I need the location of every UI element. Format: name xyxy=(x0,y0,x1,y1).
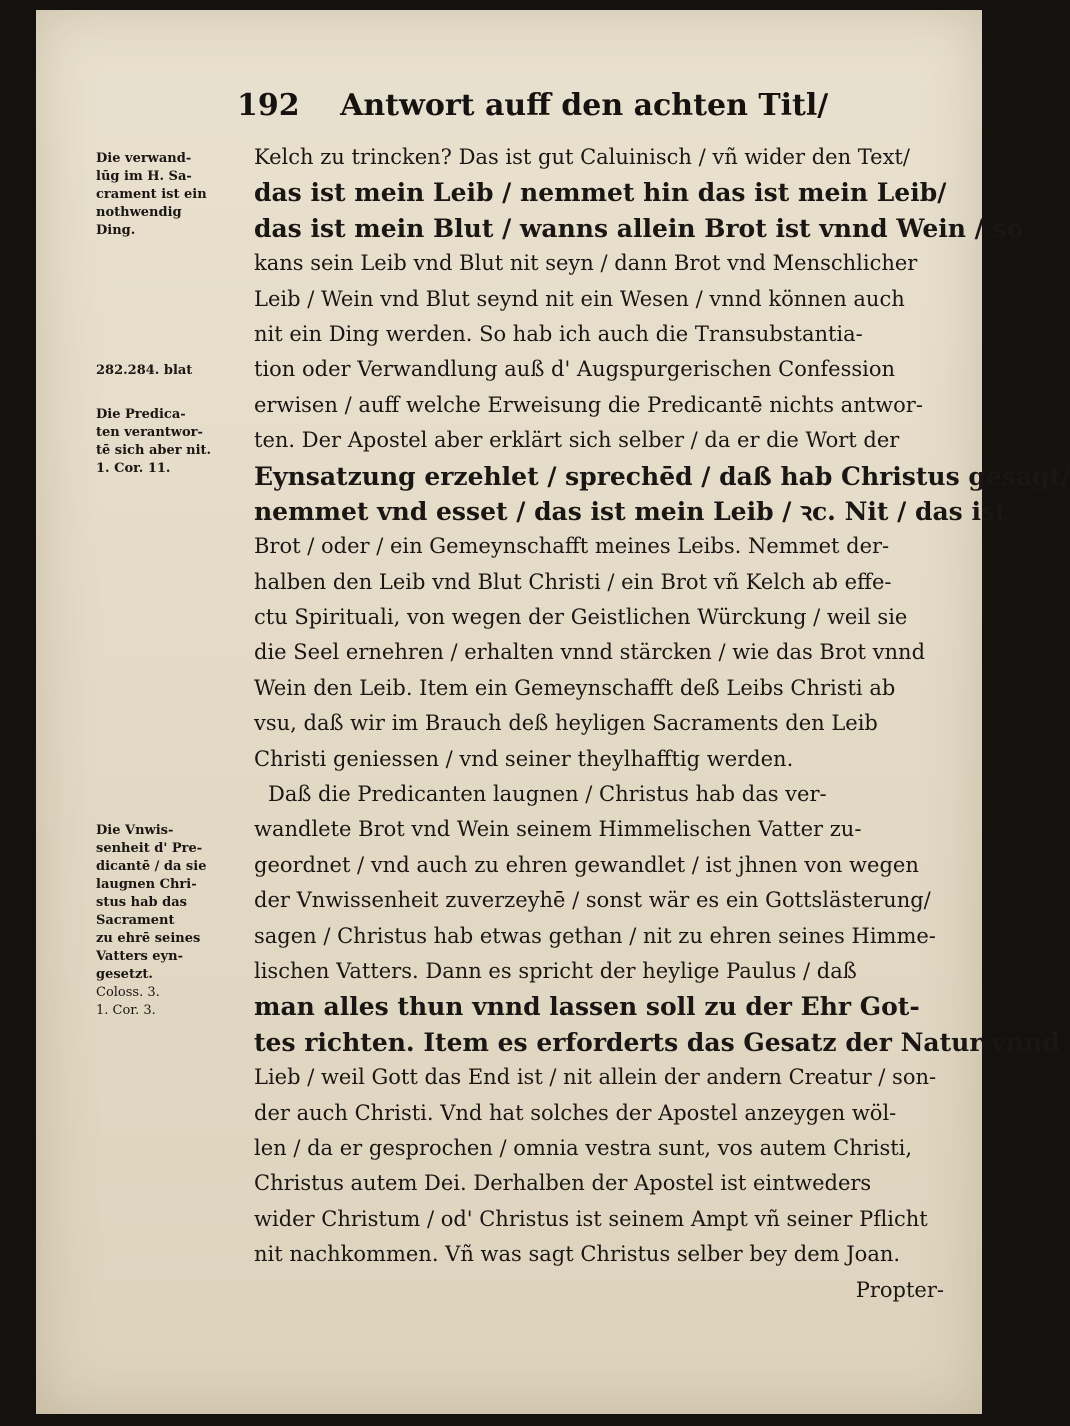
margin-note-line: Sacrament xyxy=(96,913,175,928)
text-line: tion oder Verwandlung auß d' Augspurgerischen Confession xyxy=(254,357,896,382)
margin-note-line: senheit d' Pre- xyxy=(96,841,203,856)
text-line: len / da er gesprochen / omnia vestra sunt, vos autem Christi, xyxy=(254,1135,913,1160)
margin-note-line: gesetzt. xyxy=(96,967,153,982)
margin-note-line: Die Vnwis- xyxy=(96,823,174,838)
text-line: das ist mein Blut / wanns allein Brot ist vnnd Wein / so xyxy=(254,213,1024,243)
margin-note-line: tē sich aber nit. xyxy=(96,443,212,458)
margin-note xyxy=(96,822,246,1020)
text-line: Propter- xyxy=(855,1277,944,1302)
text-line: wider Christum / od' Christus ist seinem Ampt vñ seiner Pflicht xyxy=(254,1206,928,1231)
text-line: vsu, daß wir im Brauch deß heyligen Sacraments den Leib xyxy=(254,711,878,736)
margin-note-line: lūg im H. Sa- xyxy=(96,169,192,184)
margin-note-line: crament ist ein xyxy=(96,187,207,202)
text-line: nit nachkommen. Vñ was sagt Christus selber bey dem Joan. xyxy=(254,1242,901,1267)
text-line: Wein den Leib. Item ein Gemeynschafft deß Leibs Christi ab xyxy=(254,675,896,700)
text-line: nemmet vnd esset / das ist mein Leib / ꝛc. Nit / das ist xyxy=(254,496,1007,526)
margin-note-line: 1. Cor. 3. xyxy=(96,1003,156,1018)
text-line: das ist mein Leib / nemmet hin das ist mein Leib/ xyxy=(254,178,947,208)
margin-note-line: dicantē / da sie xyxy=(96,859,207,874)
margin-note-line: Die verwand- xyxy=(96,151,192,166)
text-line: wandlete Brot vnd Wein seinem Himmelischen Vatter zu- xyxy=(254,817,862,842)
text-line: erwisen / auff welche Erweisung die Predicantē nichts antwor- xyxy=(254,392,923,417)
text-line: halben den Leib vnd Blut Christi / ein Brot vñ Kelch ab effe- xyxy=(254,569,892,594)
text-line: Christi geniessen / vnd seiner theylhafftig werden. xyxy=(254,746,794,771)
text-line: man alles thun vnnd lassen soll zu der Ehr Got- xyxy=(254,992,920,1022)
margin-note-line: Die Predica- xyxy=(96,407,186,422)
running-header xyxy=(237,88,847,123)
margin-note xyxy=(96,406,246,478)
text-line: Brot / oder / ein Gemeynschafft meines Leibs. Nemmet der- xyxy=(254,534,890,559)
margin-note-line: nothwendig xyxy=(96,205,182,220)
text-line: ten. Der Apostel aber erklärt sich selber / da er die Wort der xyxy=(254,428,900,453)
text-line: Eynsatzung erzehlet / sprechēd / daß hab Christus gesagt/ xyxy=(254,461,1070,491)
margin-note-line: Vatters eyn- xyxy=(96,949,183,964)
text-line: sagen / Christus hab etwas gethan / nit zu ehren seines Himme- xyxy=(254,923,936,948)
text-line: der Vnwissenheit zuverzeyhē / sonst wär es ein Gottslästerung/ xyxy=(254,888,931,913)
running-title: Antwort auff den achten Titl/ xyxy=(340,88,829,123)
text-line: Leib / Wein vnd Blut seynd nit ein Wesen / vnnd können auch xyxy=(254,286,905,311)
margin-note-line: stus hab das xyxy=(96,895,187,910)
margin-note-line: ten verantwor- xyxy=(96,425,203,440)
page-number: 192 xyxy=(237,88,300,123)
text-line: ctu Spirituali, von wegen der Geistlichen Würckung / weil sie xyxy=(254,605,908,630)
margin-note xyxy=(96,362,246,380)
margin-note-line: 1. Cor. 11. xyxy=(96,461,171,476)
margin-note-line: Ding. xyxy=(96,223,136,238)
text-line: lischen Vatters. Dann es spricht der heylige Paulus / daß xyxy=(254,958,857,983)
text-line: Lieb / weil Gott das End ist / nit allein der andern Creatur / son- xyxy=(254,1065,937,1090)
margin-note-line: zu ehrē seines xyxy=(96,931,201,946)
text-line: Daß die Predicanten laugnen / Christus hab das ver- xyxy=(268,782,827,807)
margin-note-line: Coloss. 3. xyxy=(96,985,160,1000)
text-line: kans sein Leib vnd Blut nit seyn / dann Brot vnd Menschlicher xyxy=(254,251,918,276)
main-text-block xyxy=(254,140,1070,1308)
margin-note-line: laugnen Chri- xyxy=(96,877,197,892)
text-line: Kelch zu trincken? Das ist gut Caluinisch / vñ wider den Text/ xyxy=(254,145,910,169)
text-line: geordnet / vnd auch zu ehren gewandlet / ist jhnen von wegen xyxy=(254,852,919,877)
text-line: nit ein Ding werden. So hab ich auch die Transubstantia- xyxy=(254,321,863,346)
margin-note xyxy=(96,150,246,240)
margin-note-line: 282.284. blat xyxy=(96,363,193,378)
text-line: die Seel ernehren / erhalten vnnd stärcken / wie das Brot vnnd xyxy=(254,640,926,665)
text-line: Christus autem Dei. Derhalben der Apostel ist eintweders xyxy=(254,1171,872,1196)
text-line: tes richten. Item es erforderts das Gesatz der Natur vnnd xyxy=(254,1027,1060,1057)
text-line: der auch Christi. Vnd hat solches der Apostel anzeygen wöl- xyxy=(254,1100,897,1125)
